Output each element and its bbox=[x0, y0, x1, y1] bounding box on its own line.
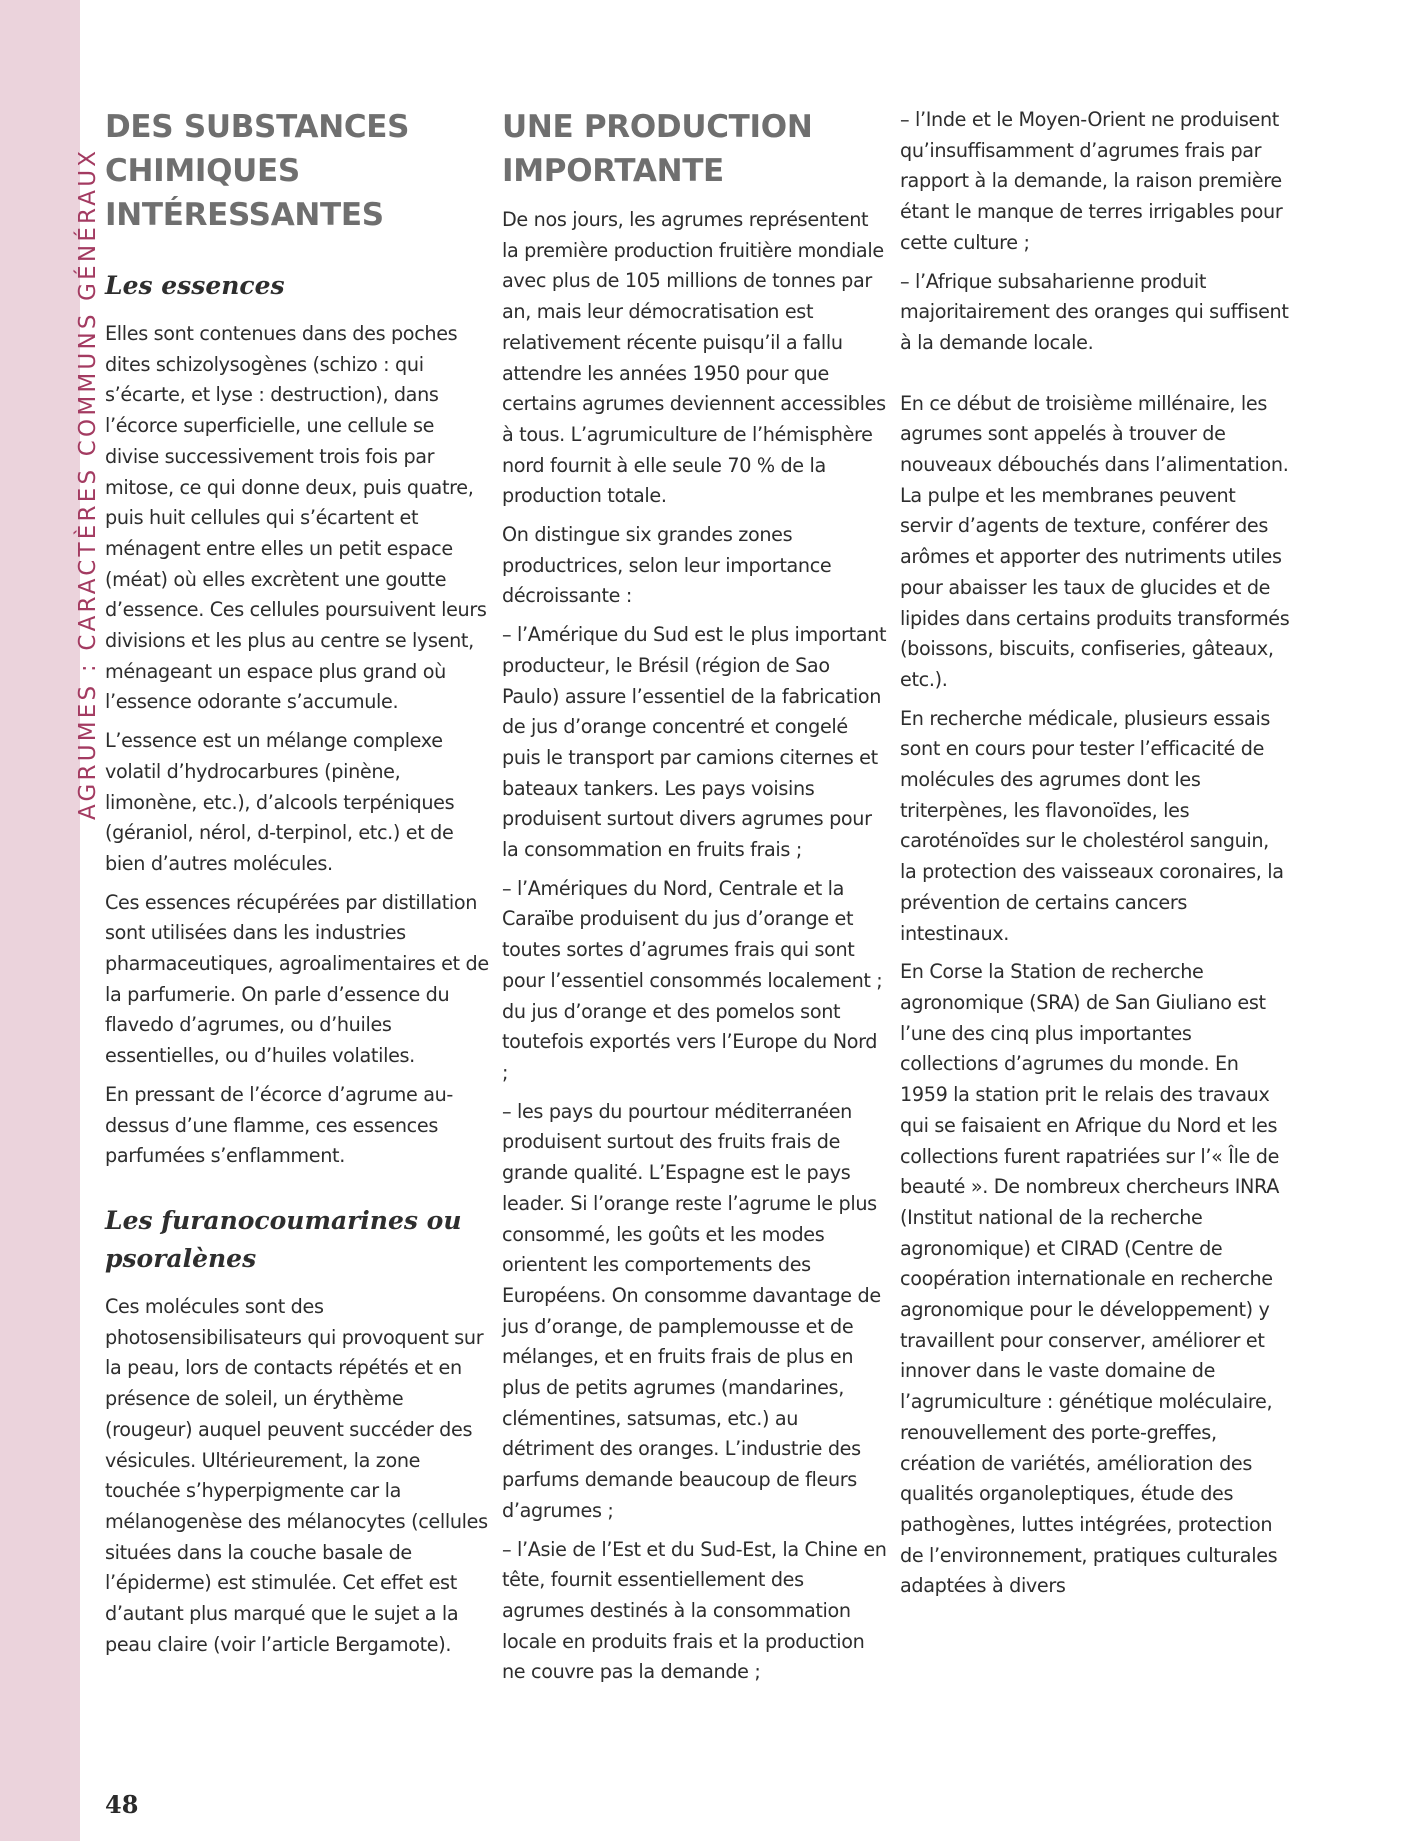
paragraph: Ces molécules sont des photosensibilisateurs qui provoquent sur la peau, lors de contacts répétés et en présence de soleil, un érythème (rougeur) auquel peuvent succéder des vésicules. Ultérieurement, la zone touchée s’hyperpigmente car la mélanogenèse des mélanocytes (cellules situées dans la couche basale de l’épiderme) est stimulée. Cet effet est d’autant plus marqué que le sujet a la peau claire (voir l’article Bergamote). bbox=[105, 1294, 488, 1656]
paragraph: – l’Afrique subsaharienne produit majoritairement des oranges qui suffisent à la demande locale. bbox=[900, 269, 1289, 354]
sidebar-band bbox=[0, 0, 80, 1841]
paragraph: Elles sont contenues dans des poches dites schizolysogènes (schizo : qui s’écarte, et lyse : destruction), dans l’écorce superficielle, une cellule se divise successivement trois fois par mitose, ce qui donne deux, puis quatre, puis huit cellules qui s’écartent et ménagent entre elles un petit espace (méat) où elles excrètent une goutte d’essence. Ces cellules poursuivent leurs divisions et les plus au centre se lysent, ménageant un espace plus grand où l’essence odorante s’accumule. bbox=[105, 322, 487, 714]
paragraph: – les pays du pourtour méditerranéen produisent surtout des fruits frais de grande qualité. L’Espagne est le pays leader. Si l’orange reste l’agrume le plus consommé, les goûts et les modes orientent les comportements des Européens. On consomme davantage de jus d’orange, de pamplemousse et de mélanges, et en fruits frais de plus en plus de petits agrumes (mandarines, clémentines, satsumas, etc.) au détriment des oranges. L’industrie des parfums demande beaucoup de fleurs d’agrumes ; bbox=[502, 1099, 881, 1522]
paragraph: En pressant de l’écorce d’agrume au-dessus d’une flamme, ces essences parfumées s’enflamment. bbox=[105, 1082, 453, 1168]
column-3 bbox=[900, 105, 1290, 1610]
paragraph: – l’Amérique du Sud est le plus important producteur, le Brésil (région de Sao Paulo) assure l’essentiel de la fabrication de jus d’orange concentré et congelé puis le transport par camions citernes et bateaux tankers. Les pays voisins produisent surtout divers agrumes pour la consommation en fruits frais ; bbox=[502, 623, 887, 862]
paragraph: Ces essences récupérées par distillation sont utilisées dans les industries pharmaceutiques, agroalimentaires et de la parfumerie. On parle d’essence du flavedo d’agrumes, ou d’huiles essentielles, ou d’huiles volatiles. bbox=[105, 890, 489, 1068]
paragraph: – l’Amériques du Nord, Centrale et la Caraïbe produisent du jus d’orange et toutes sortes d’agrumes frais qui sont pour l’essentiel consommés localement ; du jus d’orange et des pomelos sont toutefois exportés vers l’Europe du Nord ; bbox=[502, 876, 883, 1084]
paragraph: L’essence est un mélange complexe volatil d’hydrocarbures (pinène, limonène, etc.), d’alcools terpéniques (géraniol, nérol, d-terpinol, etc.) et de bien d’autres molécules. bbox=[105, 729, 455, 875]
section-heading-production: UNE PRODUCTION IMPORTANTE bbox=[502, 109, 813, 189]
chapter-title: AGRUMES : CARACTÈRES COMMUNS GÉNÉRAUX bbox=[75, 147, 101, 820]
subheading-furanocoumarines: Les furanocoumarines ou psoralènes bbox=[105, 1205, 462, 1273]
paragraph: En Corse la Station de recherche agronomique (SRA) de San Giuliano est l’une des cinq plus importantes collections d’agrumes du monde. En 1959 la station prit le relais des travaux qui se faisaient en Afrique du Nord et les collections furent rapatriées sur l’« Île de beauté ». De nombreux chercheurs INRA (Institut national de la recherche agronomique) et CIRAD (Centre de coopération internationale en recherche agronomique pour le développement) y travaillent pour conserver, améliorer et innover dans le vaste domaine de l’agrumiculture : génétique moléculaire, renouvellement des porte-greffes, création de variétés, amélioration des qualités organoleptiques, étude des pathogènes, luttes intégrées, protection de l’environnement, pratiques culturales adaptées à divers bbox=[900, 960, 1280, 1598]
column-1 bbox=[105, 105, 490, 1668]
subheading-essences: Les essences bbox=[105, 271, 285, 300]
paragraph: En recherche médicale, plusieurs essais sont en cours pour tester l’efficacité de molécules des agrumes dont les triterpènes, les flavonoïdes, les caroténoïdes sur le cholestérol sanguin, la protection des vaisseaux coronaires, la prévention de certains cancers intestinaux. bbox=[900, 706, 1284, 945]
paragraph: – l’Inde et le Moyen-Orient ne produisent qu’insuffisamment d’agrumes frais par rapport à la demande, la raison première étant le manque de terres irrigables pour cette culture ; bbox=[900, 108, 1283, 254]
paragraph: En ce début de troisième millénaire, les agrumes sont appelés à trouver de nouveaux débouchés dans l’alimentation. La pulpe et les membranes peuvent servir d’agents de texture, conférer des arômes et apporter des nutriments utiles pour abaisser les taux de glucides et de lipides dans certains produits transformés (boissons, biscuits, confiseries, gâteaux, etc.). bbox=[900, 391, 1290, 691]
paragraph: – l’Asie de l’Est et du Sud-Est, la Chine en tête, fournit essentiellement des agrumes destinés à la consommation locale en produits frais et la production ne couvre pas la demande ; bbox=[502, 1537, 887, 1684]
column-2 bbox=[502, 105, 887, 1696]
section-heading-substances: DES SUBSTANCES CHIMIQUES INTÉRESSANTES bbox=[105, 109, 410, 233]
paragraph: De nos jours, les agrumes représentent la première production fruitière mondiale avec plus de 105 millions de tonnes par an, mais leur démocratisation est relativement récente puisqu’il a fallu attendre les années 1950 pour que certains agrumes deviennent accessibles à tous. L’agrumiculture de l’hémisphère nord fournit à elle seule 70 % de la production totale. bbox=[502, 208, 886, 508]
paragraph: On distingue six grandes zones productrices, selon leur importance décroissante : bbox=[502, 523, 832, 608]
page-number: 48 bbox=[105, 1790, 139, 1819]
